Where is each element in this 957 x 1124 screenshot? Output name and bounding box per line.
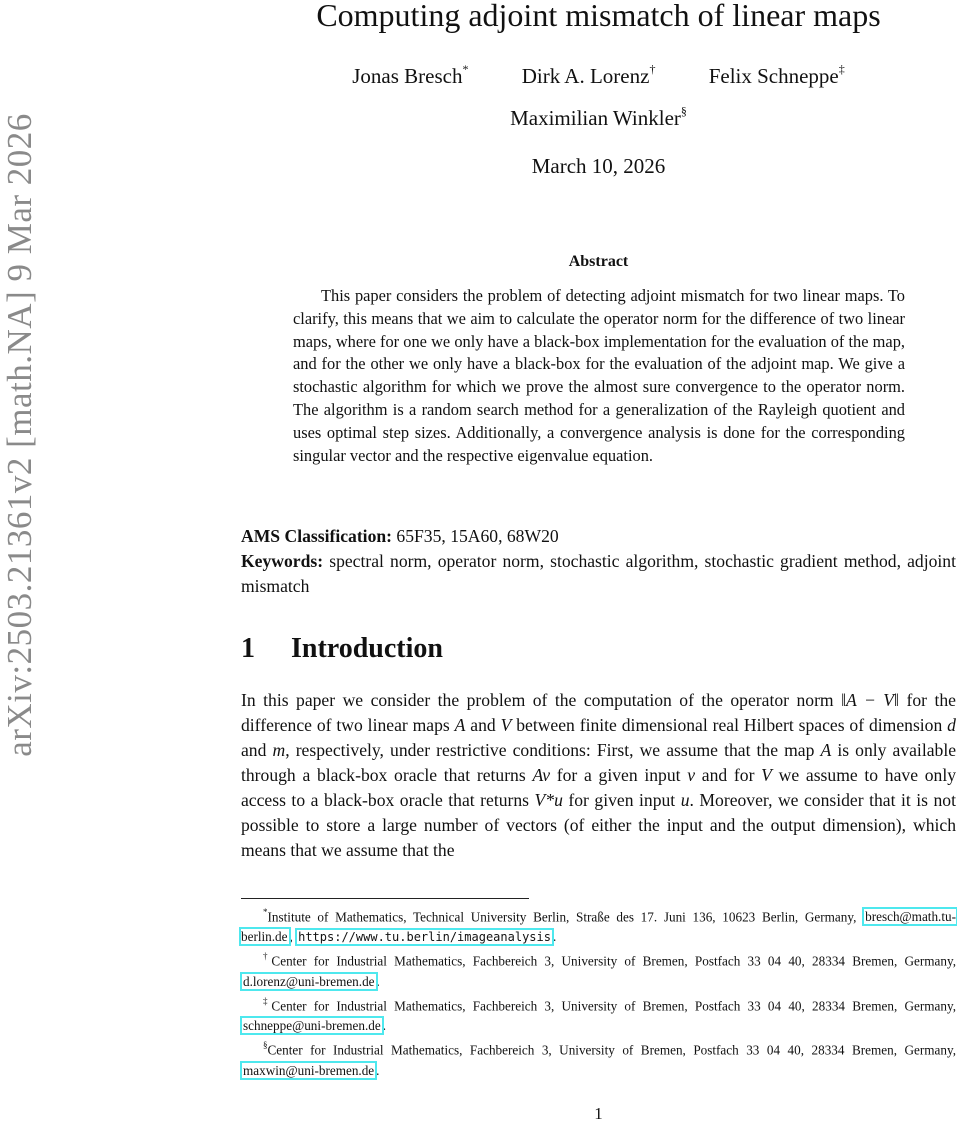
footnote-mark: ‡ [263, 995, 272, 1006]
math-symbol: V*u [534, 790, 563, 810]
author-row [240, 106, 957, 131]
introduction-paragraph [241, 688, 956, 863]
intro-text: and [241, 740, 267, 760]
intro-text: In this paper we consider the problem of the computation of the operator norm [241, 690, 834, 710]
intro-text: between finite dimensional real Hilbert spaces of dimension [516, 715, 943, 735]
footnotes [241, 903, 956, 1081]
abstract-heading: Abstract [568, 253, 629, 270]
author-name: Maximilian Winkler [510, 106, 681, 130]
author-footnote-mark: * [462, 62, 469, 76]
footnote-mark: * [263, 907, 268, 917]
email-link[interactable]: maxwin@uni-bremen.de [243, 1062, 375, 1078]
arxiv-identifier-stamp [2, 0, 38, 870]
math-symbol: A [820, 740, 832, 760]
footnote-3 [241, 992, 956, 1036]
math-symbol: V [761, 765, 772, 785]
email-link[interactable]: bresch@math.tu-berlin.de [241, 909, 957, 945]
math-symbol: m [272, 740, 286, 760]
footnote-rule [241, 898, 529, 899]
footnote-mark: † [263, 951, 272, 962]
section-title: Introduction [291, 633, 443, 664]
math-symbol: d [947, 715, 956, 735]
math-symbol: u [680, 790, 690, 810]
footnote-2 [241, 947, 956, 991]
paper-date: March 10, 2026 [531, 154, 666, 178]
math-symbol: Av [532, 765, 551, 785]
ams-value: 65F35, 15A60, 68W20 [396, 526, 559, 546]
math-norm: ‖A − V‖ [841, 690, 899, 710]
math-symbol: V [500, 715, 512, 735]
intro-text: , respectively, under restrictive conditions: First, we assume that the map [285, 740, 815, 760]
math-symbol: v [687, 765, 696, 785]
footnote-1 [241, 903, 956, 947]
url-link[interactable]: https://www.tu.berlin/imageanalysis [298, 930, 551, 945]
author-3 [709, 64, 845, 89]
section-heading [241, 633, 443, 665]
author-footnote-mark: ‡ [838, 62, 845, 76]
footnote-text: Institute of Mathematics, Technical University Berlin, Straße des 17. Juni 136, 10623 Berlin, Germany, [267, 909, 857, 925]
footnote-end: . [376, 1062, 380, 1078]
footnote-separator: , [289, 929, 293, 945]
footnote-end: . [382, 1018, 387, 1034]
section-number: 1 [241, 633, 255, 664]
keywords-label: Keywords: [241, 551, 324, 571]
page-number: 1 [594, 1104, 603, 1123]
arxiv-identifier-text: arXiv:2503.21361v2 [math.NA] 9 Mar 2026 [0, 113, 39, 757]
intro-text: for a given input [556, 765, 681, 785]
footnote-text: Center for Industrial Mathematics, Fachbereich 3, University of Bremen, Postfach 33 04 40, 28334 Bremen, Germany, [271, 998, 956, 1014]
ams-label: AMS Classification: [241, 526, 393, 546]
footnote-text: Center for Industrial Mathematics, Fachbereich 3, University of Bremen, Postfach 33 04 40, 28334 Bremen, Germany, [267, 1042, 956, 1058]
intro-text: we assume to have only access to a black-box oracle that returns [241, 765, 957, 810]
abstract-text: This paper considers the problem of detecting adjoint mismatch for two linear maps. To clarify, this means that we aim to calculate the operator norm for the difference of two linear maps, where for one we only have a black-box implementation for the evaluation of the map, and for the other we only have a black-box for the evaluation of the adjoint map. We give a stochastic algorithm for which we prove the almost sure convergence to the operator norm. The algorithm is a random search method for a generalization of the Rayleigh quotient and uses optimal step sizes. Additionally, a convergence analysis is done for the corresponding singular vector and the respective eigenvalue equation. [293, 286, 905, 465]
intro-text: is only available through a black-box oracle that returns [241, 740, 957, 785]
author-name: Felix Schneppe [708, 64, 839, 88]
paper-title: Computing adjoint mismatch of linear maps [316, 0, 881, 33]
intro-text: and for [701, 765, 755, 785]
footnote-text: Center for Industrial Mathematics, Fachbereich 3, University of Bremen, Postfach 33 04 40, 28334 Bremen, Germany, [271, 953, 956, 969]
footnote-mark: § [263, 1040, 268, 1051]
footnote-4 [241, 1036, 956, 1080]
footnote-end: . [552, 929, 557, 945]
footnote-end: . [376, 973, 380, 989]
author-1 [352, 64, 468, 89]
intro-text: for given input [568, 790, 676, 810]
ams-classification [241, 524, 956, 549]
intro-text: for the difference of two linear maps [241, 690, 956, 735]
math-symbol: A [454, 715, 466, 735]
intro-text: and [470, 715, 496, 735]
email-link[interactable]: schneppe@uni-bremen.de [243, 1018, 381, 1034]
keywords-value: spectral norm, operator norm, stochastic algorithm, stochastic gradient method, adjoint mismatch [241, 551, 956, 596]
author-row [240, 64, 957, 89]
author-name: Jonas Bresch [352, 64, 463, 88]
intro-text: . Moreover, we consider that it is not possible to store a large number of vectors (of either the input and the output dimension), which means that we assume that the [241, 790, 956, 860]
email-link[interactable]: d.lorenz@uni-bremen.de [243, 973, 375, 989]
keywords [241, 549, 956, 599]
author-name: Dirk A. Lorenz [521, 64, 650, 88]
author-footnote-mark: § [680, 104, 687, 118]
author-2 [522, 64, 656, 89]
author-4 [510, 106, 687, 131]
author-footnote-mark: † [649, 62, 656, 76]
